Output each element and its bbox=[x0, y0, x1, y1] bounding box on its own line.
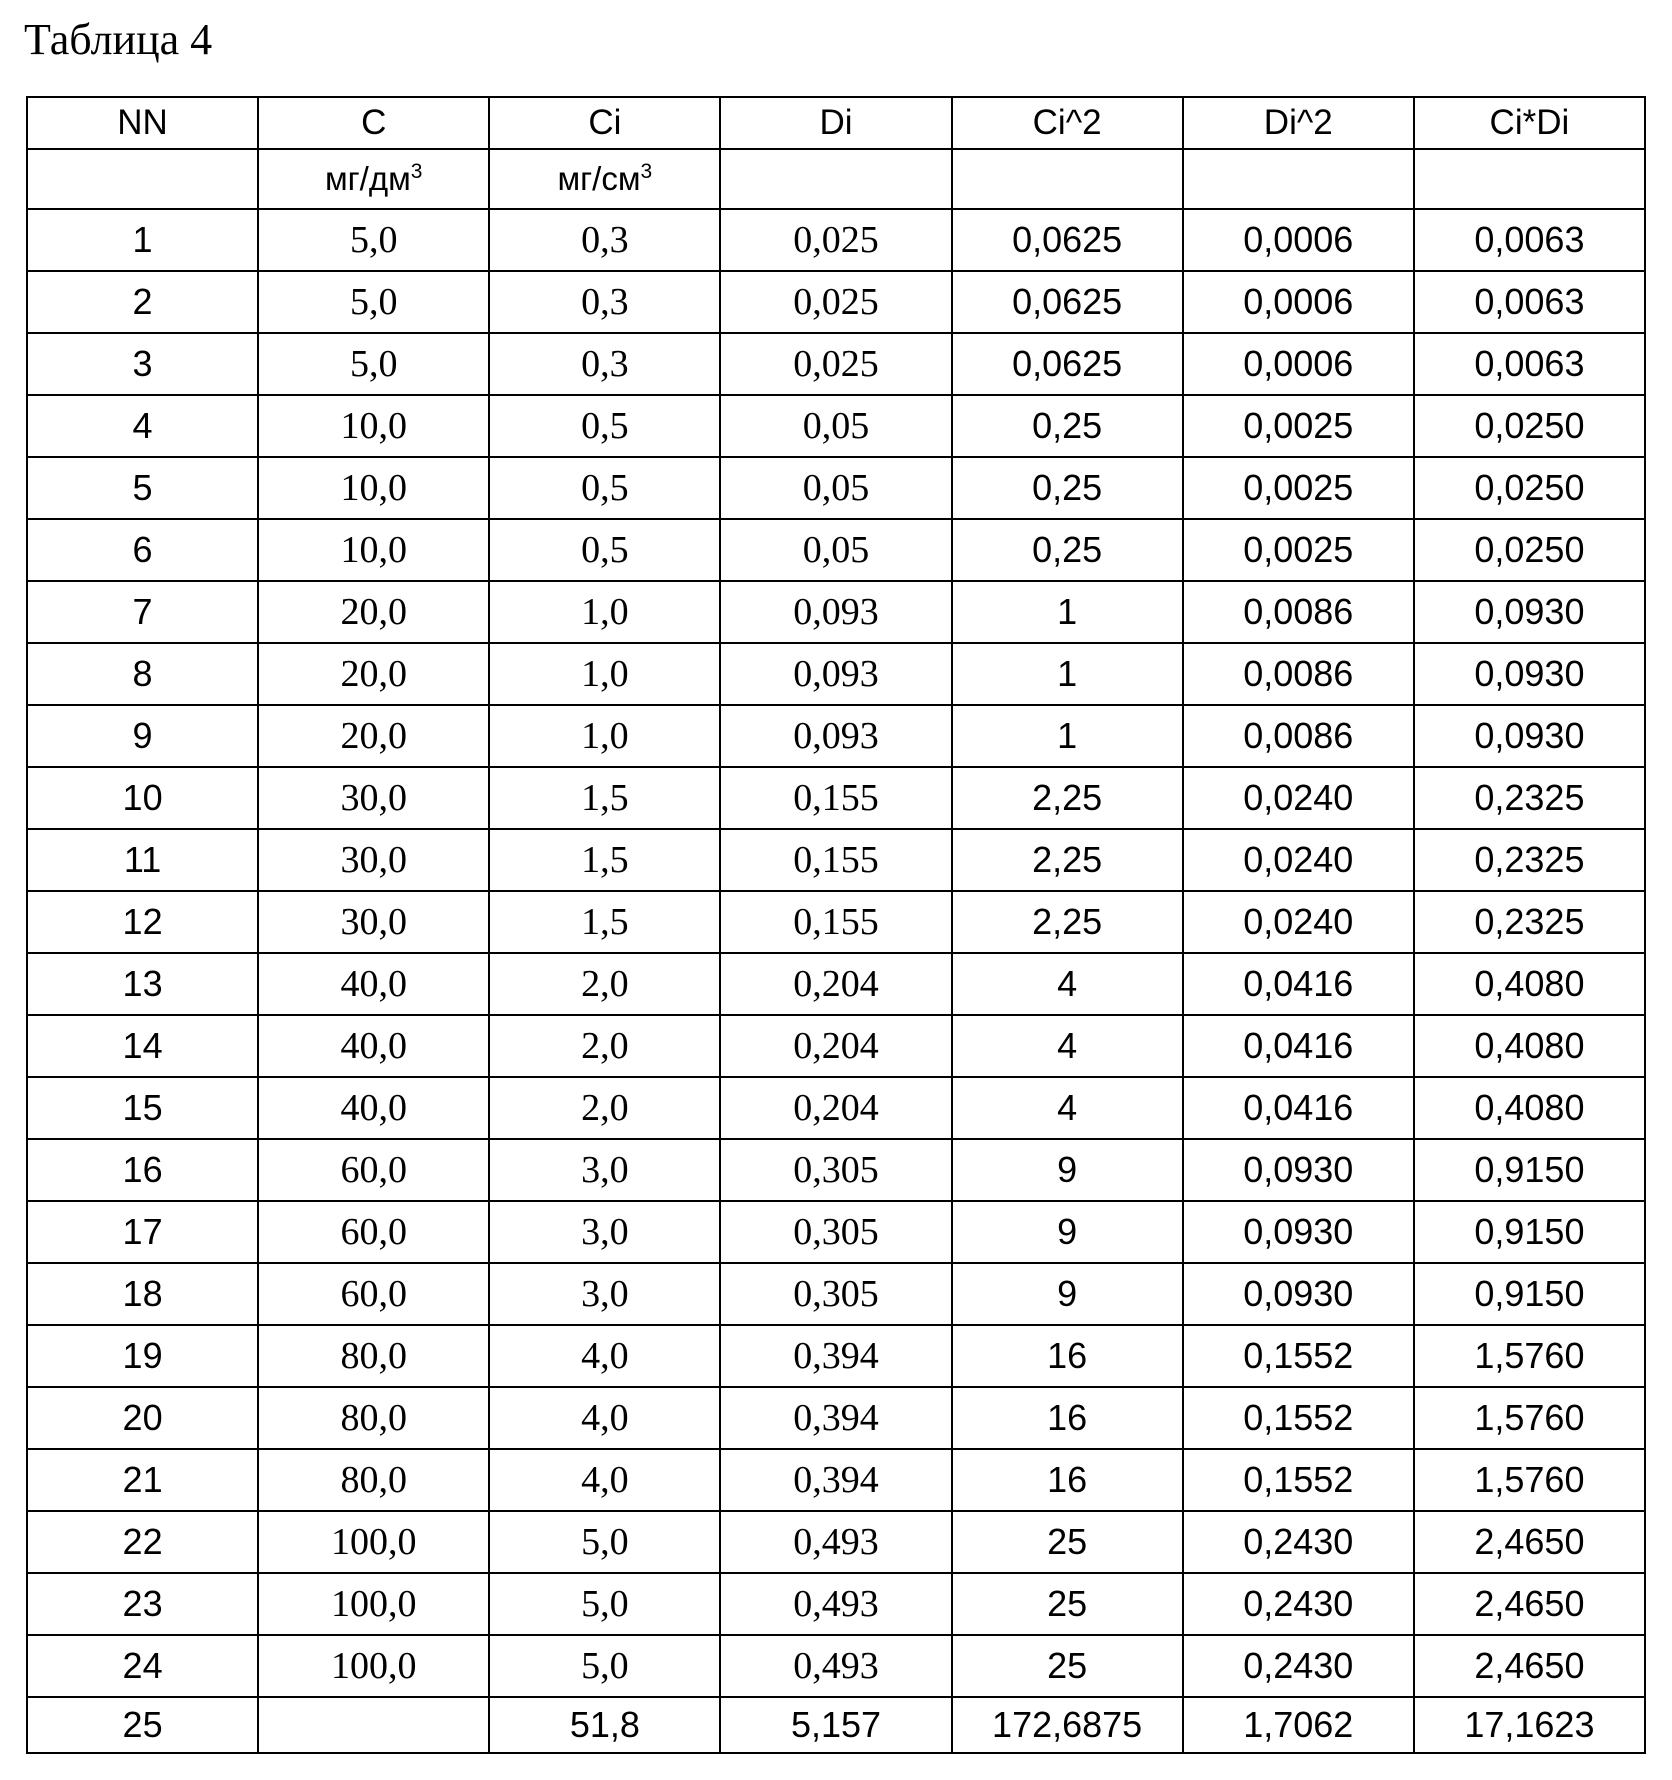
cell-c: 10,0 bbox=[258, 395, 489, 457]
header-di-squared: Di^2 bbox=[1183, 97, 1414, 149]
header-c: C bbox=[258, 97, 489, 149]
cell-di: 0,493 bbox=[720, 1573, 951, 1635]
cell-c: 100,0 bbox=[258, 1635, 489, 1697]
cell-di: 0,305 bbox=[720, 1139, 951, 1201]
cell-ci-times-di: 0,0063 bbox=[1414, 209, 1645, 271]
cell-di-squared: 0,2430 bbox=[1183, 1511, 1414, 1573]
table-row bbox=[27, 1635, 1645, 1697]
cell-ci-times-di: 0,0063 bbox=[1414, 271, 1645, 333]
cell-ci: 2,0 bbox=[489, 1015, 720, 1077]
cell-di: 0,025 bbox=[720, 271, 951, 333]
cell-di: 0,394 bbox=[720, 1449, 951, 1511]
table-row bbox=[27, 1387, 1645, 1449]
cell-di-squared: 0,1552 bbox=[1183, 1449, 1414, 1511]
cell-ci-squared: 4 bbox=[952, 1015, 1183, 1077]
units-ci bbox=[489, 149, 720, 209]
total-di-squared: 1,7062 bbox=[1183, 1697, 1414, 1753]
cell-nn: 22 bbox=[27, 1511, 258, 1573]
cell-ci-squared: 1 bbox=[952, 643, 1183, 705]
cell-c: 30,0 bbox=[258, 829, 489, 891]
cell-c: 60,0 bbox=[258, 1201, 489, 1263]
cell-di-squared: 0,0240 bbox=[1183, 767, 1414, 829]
total-ci-squared: 172,6875 bbox=[952, 1697, 1183, 1753]
cell-di-squared: 0,0086 bbox=[1183, 643, 1414, 705]
table-row bbox=[27, 1263, 1645, 1325]
cell-c: 40,0 bbox=[258, 953, 489, 1015]
cell-ci-times-di: 0,0250 bbox=[1414, 395, 1645, 457]
table-row bbox=[27, 705, 1645, 767]
units-ci-exponent: 3 bbox=[641, 160, 653, 183]
cell-di-squared: 0,0930 bbox=[1183, 1201, 1414, 1263]
cell-di-squared: 0,0025 bbox=[1183, 519, 1414, 581]
table-row bbox=[27, 581, 1645, 643]
cell-nn: 8 bbox=[27, 643, 258, 705]
table-row bbox=[27, 1201, 1645, 1263]
cell-nn: 7 bbox=[27, 581, 258, 643]
total-nn: 25 bbox=[27, 1697, 258, 1753]
units-row bbox=[27, 149, 1645, 209]
cell-ci-squared: 9 bbox=[952, 1139, 1183, 1201]
cell-nn: 12 bbox=[27, 891, 258, 953]
table-row bbox=[27, 1449, 1645, 1511]
cell-di: 0,05 bbox=[720, 395, 951, 457]
table-row bbox=[27, 395, 1645, 457]
cell-di: 0,493 bbox=[720, 1511, 951, 1573]
cell-c: 40,0 bbox=[258, 1077, 489, 1139]
cell-ci-squared: 16 bbox=[952, 1449, 1183, 1511]
cell-c: 80,0 bbox=[258, 1387, 489, 1449]
units-di-squared bbox=[1183, 149, 1414, 209]
cell-ci-squared: 16 bbox=[952, 1387, 1183, 1449]
cell-ci-squared: 2,25 bbox=[952, 829, 1183, 891]
cell-c: 80,0 bbox=[258, 1325, 489, 1387]
cell-ci-squared: 0,25 bbox=[952, 457, 1183, 519]
cell-di-squared: 0,0240 bbox=[1183, 829, 1414, 891]
cell-ci: 0,3 bbox=[489, 271, 720, 333]
total-di: 5,157 bbox=[720, 1697, 951, 1753]
cell-di-squared: 0,0006 bbox=[1183, 271, 1414, 333]
cell-c: 60,0 bbox=[258, 1263, 489, 1325]
cell-nn: 6 bbox=[27, 519, 258, 581]
table-row bbox=[27, 767, 1645, 829]
cell-c: 20,0 bbox=[258, 643, 489, 705]
cell-c: 5,0 bbox=[258, 333, 489, 395]
cell-di: 0,093 bbox=[720, 705, 951, 767]
cell-di: 0,05 bbox=[720, 457, 951, 519]
cell-ci-times-di: 0,0930 bbox=[1414, 643, 1645, 705]
cell-di-squared: 0,0416 bbox=[1183, 953, 1414, 1015]
units-ci-times-di bbox=[1414, 149, 1645, 209]
cell-nn: 4 bbox=[27, 395, 258, 457]
table-row bbox=[27, 891, 1645, 953]
cell-ci-times-di: 0,9150 bbox=[1414, 1263, 1645, 1325]
cell-di: 0,204 bbox=[720, 1015, 951, 1077]
total-c bbox=[258, 1697, 489, 1753]
cell-ci-times-di: 0,9150 bbox=[1414, 1139, 1645, 1201]
table-row bbox=[27, 333, 1645, 395]
cell-ci-times-di: 0,0930 bbox=[1414, 705, 1645, 767]
cell-di: 0,204 bbox=[720, 953, 951, 1015]
cell-ci-squared: 25 bbox=[952, 1573, 1183, 1635]
cell-di: 0,155 bbox=[720, 829, 951, 891]
cell-di-squared: 0,0086 bbox=[1183, 705, 1414, 767]
cell-di-squared: 0,0930 bbox=[1183, 1139, 1414, 1201]
table-row bbox=[27, 1573, 1645, 1635]
cell-ci-times-di: 0,9150 bbox=[1414, 1201, 1645, 1263]
cell-ci-squared: 9 bbox=[952, 1263, 1183, 1325]
cell-di-squared: 0,0006 bbox=[1183, 209, 1414, 271]
cell-nn: 17 bbox=[27, 1201, 258, 1263]
table-row bbox=[27, 271, 1645, 333]
cell-c: 20,0 bbox=[258, 705, 489, 767]
data-table bbox=[26, 96, 1646, 1754]
cell-ci-times-di: 0,2325 bbox=[1414, 829, 1645, 891]
cell-nn: 20 bbox=[27, 1387, 258, 1449]
cell-ci: 4,0 bbox=[489, 1325, 720, 1387]
cell-nn: 19 bbox=[27, 1325, 258, 1387]
cell-di-squared: 0,0240 bbox=[1183, 891, 1414, 953]
cell-ci: 1,5 bbox=[489, 891, 720, 953]
total-ci-times-di: 17,1623 bbox=[1414, 1697, 1645, 1753]
cell-ci-squared: 0,0625 bbox=[952, 271, 1183, 333]
cell-ci-times-di: 0,0930 bbox=[1414, 581, 1645, 643]
cell-di-squared: 0,0086 bbox=[1183, 581, 1414, 643]
cell-di-squared: 0,0416 bbox=[1183, 1015, 1414, 1077]
cell-ci: 1,5 bbox=[489, 829, 720, 891]
cell-ci-times-di: 2,4650 bbox=[1414, 1635, 1645, 1697]
cell-ci: 0,5 bbox=[489, 395, 720, 457]
cell-c: 5,0 bbox=[258, 271, 489, 333]
cell-di-squared: 0,1552 bbox=[1183, 1325, 1414, 1387]
cell-di: 0,493 bbox=[720, 1635, 951, 1697]
cell-c: 30,0 bbox=[258, 891, 489, 953]
table-row bbox=[27, 1139, 1645, 1201]
cell-c: 100,0 bbox=[258, 1573, 489, 1635]
cell-nn: 14 bbox=[27, 1015, 258, 1077]
units-ci-squared bbox=[952, 149, 1183, 209]
units-c-text: мг/дм bbox=[325, 160, 411, 197]
cell-ci-times-di: 2,4650 bbox=[1414, 1573, 1645, 1635]
table-row bbox=[27, 1511, 1645, 1573]
cell-nn: 24 bbox=[27, 1635, 258, 1697]
cell-ci-times-di: 0,0250 bbox=[1414, 457, 1645, 519]
cell-ci-times-di: 1,5760 bbox=[1414, 1387, 1645, 1449]
cell-nn: 1 bbox=[27, 209, 258, 271]
cell-nn: 16 bbox=[27, 1139, 258, 1201]
table-caption: Таблица 4 bbox=[24, 12, 212, 68]
table-row bbox=[27, 1015, 1645, 1077]
cell-c: 10,0 bbox=[258, 457, 489, 519]
cell-ci-times-di: 0,2325 bbox=[1414, 891, 1645, 953]
cell-di: 0,093 bbox=[720, 643, 951, 705]
cell-ci-times-di: 0,2325 bbox=[1414, 767, 1645, 829]
cell-ci-squared: 0,0625 bbox=[952, 333, 1183, 395]
cell-ci-squared: 0,25 bbox=[952, 519, 1183, 581]
cell-di: 0,05 bbox=[720, 519, 951, 581]
cell-di-squared: 0,2430 bbox=[1183, 1635, 1414, 1697]
cell-ci: 1,0 bbox=[489, 705, 720, 767]
total-row bbox=[27, 1697, 1645, 1753]
cell-ci: 2,0 bbox=[489, 1077, 720, 1139]
units-ci-text: мг/см bbox=[557, 160, 640, 197]
cell-di: 0,155 bbox=[720, 891, 951, 953]
cell-ci: 5,0 bbox=[489, 1635, 720, 1697]
total-ci: 51,8 bbox=[489, 1697, 720, 1753]
cell-ci-times-di: 1,5760 bbox=[1414, 1325, 1645, 1387]
cell-ci-squared: 0,0625 bbox=[952, 209, 1183, 271]
units-nn bbox=[27, 149, 258, 209]
cell-ci: 3,0 bbox=[489, 1201, 720, 1263]
table-row bbox=[27, 457, 1645, 519]
table-body bbox=[27, 97, 1645, 1753]
table-row bbox=[27, 1325, 1645, 1387]
cell-ci-times-di: 2,4650 bbox=[1414, 1511, 1645, 1573]
cell-ci-times-di: 0,4080 bbox=[1414, 1015, 1645, 1077]
cell-ci-squared: 2,25 bbox=[952, 891, 1183, 953]
cell-di: 0,394 bbox=[720, 1325, 951, 1387]
cell-ci-squared: 1 bbox=[952, 705, 1183, 767]
cell-nn: 9 bbox=[27, 705, 258, 767]
cell-nn: 3 bbox=[27, 333, 258, 395]
cell-ci: 3,0 bbox=[489, 1263, 720, 1325]
table-row bbox=[27, 953, 1645, 1015]
cell-di: 0,155 bbox=[720, 767, 951, 829]
cell-ci-squared: 4 bbox=[952, 953, 1183, 1015]
cell-ci-times-di: 1,5760 bbox=[1414, 1449, 1645, 1511]
cell-ci: 0,3 bbox=[489, 209, 720, 271]
cell-di: 0,093 bbox=[720, 581, 951, 643]
cell-c: 20,0 bbox=[258, 581, 489, 643]
header-ci: Ci bbox=[489, 97, 720, 149]
header-di: Di bbox=[720, 97, 951, 149]
cell-ci-squared: 1 bbox=[952, 581, 1183, 643]
cell-ci: 1,0 bbox=[489, 643, 720, 705]
cell-ci: 0,5 bbox=[489, 519, 720, 581]
cell-di-squared: 0,0416 bbox=[1183, 1077, 1414, 1139]
header-ci-squared: Ci^2 bbox=[952, 97, 1183, 149]
cell-ci-times-di: 0,4080 bbox=[1414, 953, 1645, 1015]
cell-di-squared: 0,0930 bbox=[1183, 1263, 1414, 1325]
cell-nn: 18 bbox=[27, 1263, 258, 1325]
cell-ci-times-di: 0,0250 bbox=[1414, 519, 1645, 581]
cell-ci: 0,3 bbox=[489, 333, 720, 395]
cell-ci-squared: 2,25 bbox=[952, 767, 1183, 829]
cell-ci-squared: 0,25 bbox=[952, 395, 1183, 457]
header-row bbox=[27, 97, 1645, 149]
cell-ci-squared: 9 bbox=[952, 1201, 1183, 1263]
cell-nn: 11 bbox=[27, 829, 258, 891]
cell-di-squared: 0,0025 bbox=[1183, 395, 1414, 457]
cell-ci: 4,0 bbox=[489, 1449, 720, 1511]
cell-ci-squared: 25 bbox=[952, 1511, 1183, 1573]
cell-di: 0,305 bbox=[720, 1263, 951, 1325]
cell-ci: 0,5 bbox=[489, 457, 720, 519]
cell-nn: 10 bbox=[27, 767, 258, 829]
cell-di-squared: 0,1552 bbox=[1183, 1387, 1414, 1449]
cell-ci: 3,0 bbox=[489, 1139, 720, 1201]
cell-c: 5,0 bbox=[258, 209, 489, 271]
cell-ci: 1,0 bbox=[489, 581, 720, 643]
cell-di-squared: 0,2430 bbox=[1183, 1573, 1414, 1635]
table-row bbox=[27, 209, 1645, 271]
cell-ci: 4,0 bbox=[489, 1387, 720, 1449]
cell-c: 100,0 bbox=[258, 1511, 489, 1573]
cell-ci-times-di: 0,4080 bbox=[1414, 1077, 1645, 1139]
table-row bbox=[27, 1077, 1645, 1139]
cell-ci: 2,0 bbox=[489, 953, 720, 1015]
cell-c: 10,0 bbox=[258, 519, 489, 581]
header-ci-times-di: Ci*Di bbox=[1414, 97, 1645, 149]
cell-ci-squared: 4 bbox=[952, 1077, 1183, 1139]
cell-ci-times-di: 0,0063 bbox=[1414, 333, 1645, 395]
cell-ci-squared: 16 bbox=[952, 1325, 1183, 1387]
cell-c: 40,0 bbox=[258, 1015, 489, 1077]
cell-di: 0,394 bbox=[720, 1387, 951, 1449]
cell-nn: 2 bbox=[27, 271, 258, 333]
cell-di: 0,305 bbox=[720, 1201, 951, 1263]
cell-ci: 5,0 bbox=[489, 1511, 720, 1573]
cell-di: 0,025 bbox=[720, 209, 951, 271]
cell-nn: 21 bbox=[27, 1449, 258, 1511]
header-nn: NN bbox=[27, 97, 258, 149]
cell-nn: 23 bbox=[27, 1573, 258, 1635]
cell-c: 30,0 bbox=[258, 767, 489, 829]
cell-nn: 5 bbox=[27, 457, 258, 519]
table-row bbox=[27, 643, 1645, 705]
cell-nn: 13 bbox=[27, 953, 258, 1015]
cell-ci: 5,0 bbox=[489, 1573, 720, 1635]
cell-di: 0,025 bbox=[720, 333, 951, 395]
table-row bbox=[27, 519, 1645, 581]
cell-c: 60,0 bbox=[258, 1139, 489, 1201]
cell-c: 80,0 bbox=[258, 1449, 489, 1511]
table-row bbox=[27, 829, 1645, 891]
cell-ci-squared: 25 bbox=[952, 1635, 1183, 1697]
cell-di: 0,204 bbox=[720, 1077, 951, 1139]
cell-di-squared: 0,0006 bbox=[1183, 333, 1414, 395]
cell-ci: 1,5 bbox=[489, 767, 720, 829]
cell-nn: 15 bbox=[27, 1077, 258, 1139]
units-c bbox=[258, 149, 489, 209]
cell-di-squared: 0,0025 bbox=[1183, 457, 1414, 519]
units-c-exponent: 3 bbox=[411, 160, 423, 183]
units-di bbox=[720, 149, 951, 209]
